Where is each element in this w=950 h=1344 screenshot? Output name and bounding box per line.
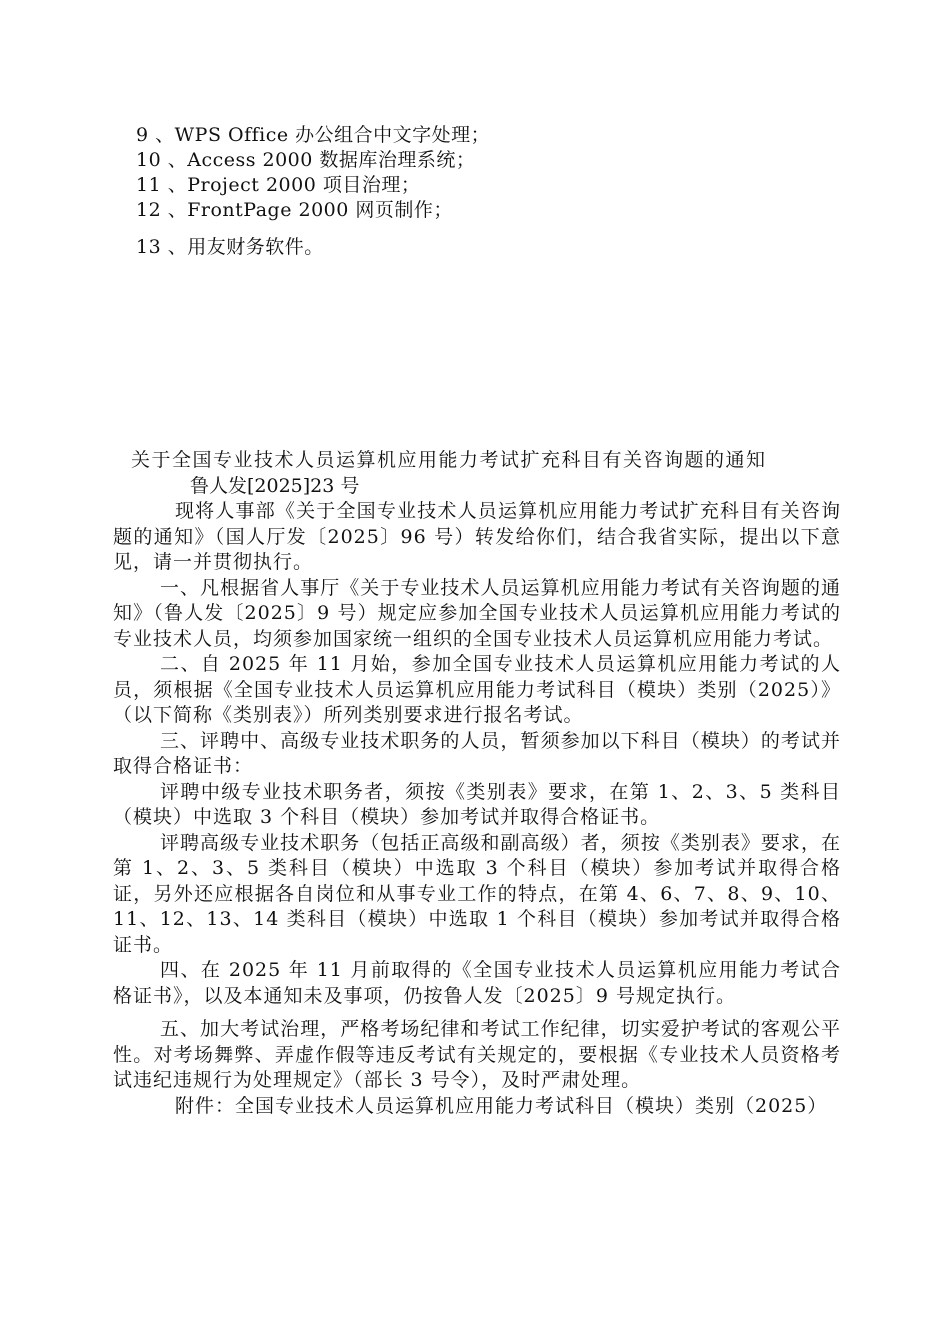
list-item: 9 、WPS Office 办公组合中文字处理； [136, 124, 491, 146]
paragraph-intro: 现将人事部《关于全国专业技术人员运算机应用能力考试扩充科目有关咨询题的通知》（国人厅发〔2025〕96 号）转发给你们，结合我省实际，提出以下意见，请一并贯彻执行。 [113, 500, 841, 573]
paragraph-4: 四、在 2025 年 11 月前取得的《全国专业技术人员运算机应用能力考试合格证书》，以及本通知未及事项，仍按鲁人发〔2025〕9 号规定执行。 [113, 959, 841, 1007]
paragraph-5: 五、加大考试治理，严格考场纪律和考试工作纪律，切实爱护考试的客观公平性。对考场舞弊、弄虚作假等违反考试有关规定的，要根据《专业技术人员资格考试违纪违规行为处理规定》（部长 3 号令），及时严肃处理。 [113, 1018, 841, 1091]
paragraph-3: 三、评聘中、高级专业技术职务的人员，暂须参加以下科目（模块）的考试并取得合格证书： [113, 729, 841, 777]
paragraph-3-mid: 评聘中级专业技术职务者，须按《类别表》要求，在第 1、2、3、5 类科目（模块）中选取 3 个科目（模块）参加考试并取得合格证书。 [113, 780, 841, 828]
notice-title: 关于全国专业技术人员运算机应用能力考试扩充科目有关咨询题的通知 [131, 449, 767, 471]
list-item: 10 、Access 2000 数据库治理系统； [136, 149, 476, 171]
list-item: 12 、FrontPage 2000 网页制作； [136, 199, 453, 221]
document-number: 鲁人发[2025]23 号 [190, 475, 360, 497]
software-list [136, 123, 836, 260]
list-item: 11 、Project 2000 项目治理； [136, 174, 421, 196]
paragraph-2: 二、自 2025 年 11 月始，参加全国专业技术人员运算机应用能力考试的人员，须根据《全国专业技术人员运算机应用能力考试科目（模块）类别（2025）》（以下简称《类别表》）所列类别要求进行报名考试。 [113, 653, 841, 726]
attachment-line: 附件：全国专业技术人员运算机应用能力考试科目（模块）类别（2025） [175, 1094, 828, 1117]
list-item: 13 、用友财务软件。 [136, 236, 324, 258]
notice-section [113, 447, 841, 1119]
paragraph-1: 一、凡根据省人事厅《关于专业技术人员运算机应用能力考试有关咨询题的通知》（鲁人发〔2025〕9 号）规定应参加全国专业技术人员运算机应用能力考试的专业技术人员，均须参加国家统一组织的全国专业技术人员运算机应用能力考试。 [113, 576, 841, 650]
paragraph-3-senior: 评聘高级专业技术职务（包括正高级和副高级）者，须按《类别表》要求，在第 1、2、3、5 类科目（模块）中选取 3 个科目（模块）参加考试并取得合格证，另外还应根据各自岗位和从事专业工作的特点，在第 4、6、7、8、9、10、11、12、13、14 类科目（模块）中选取 1 个科目（模块）参加考试并取得合格证书。 [113, 831, 841, 956]
